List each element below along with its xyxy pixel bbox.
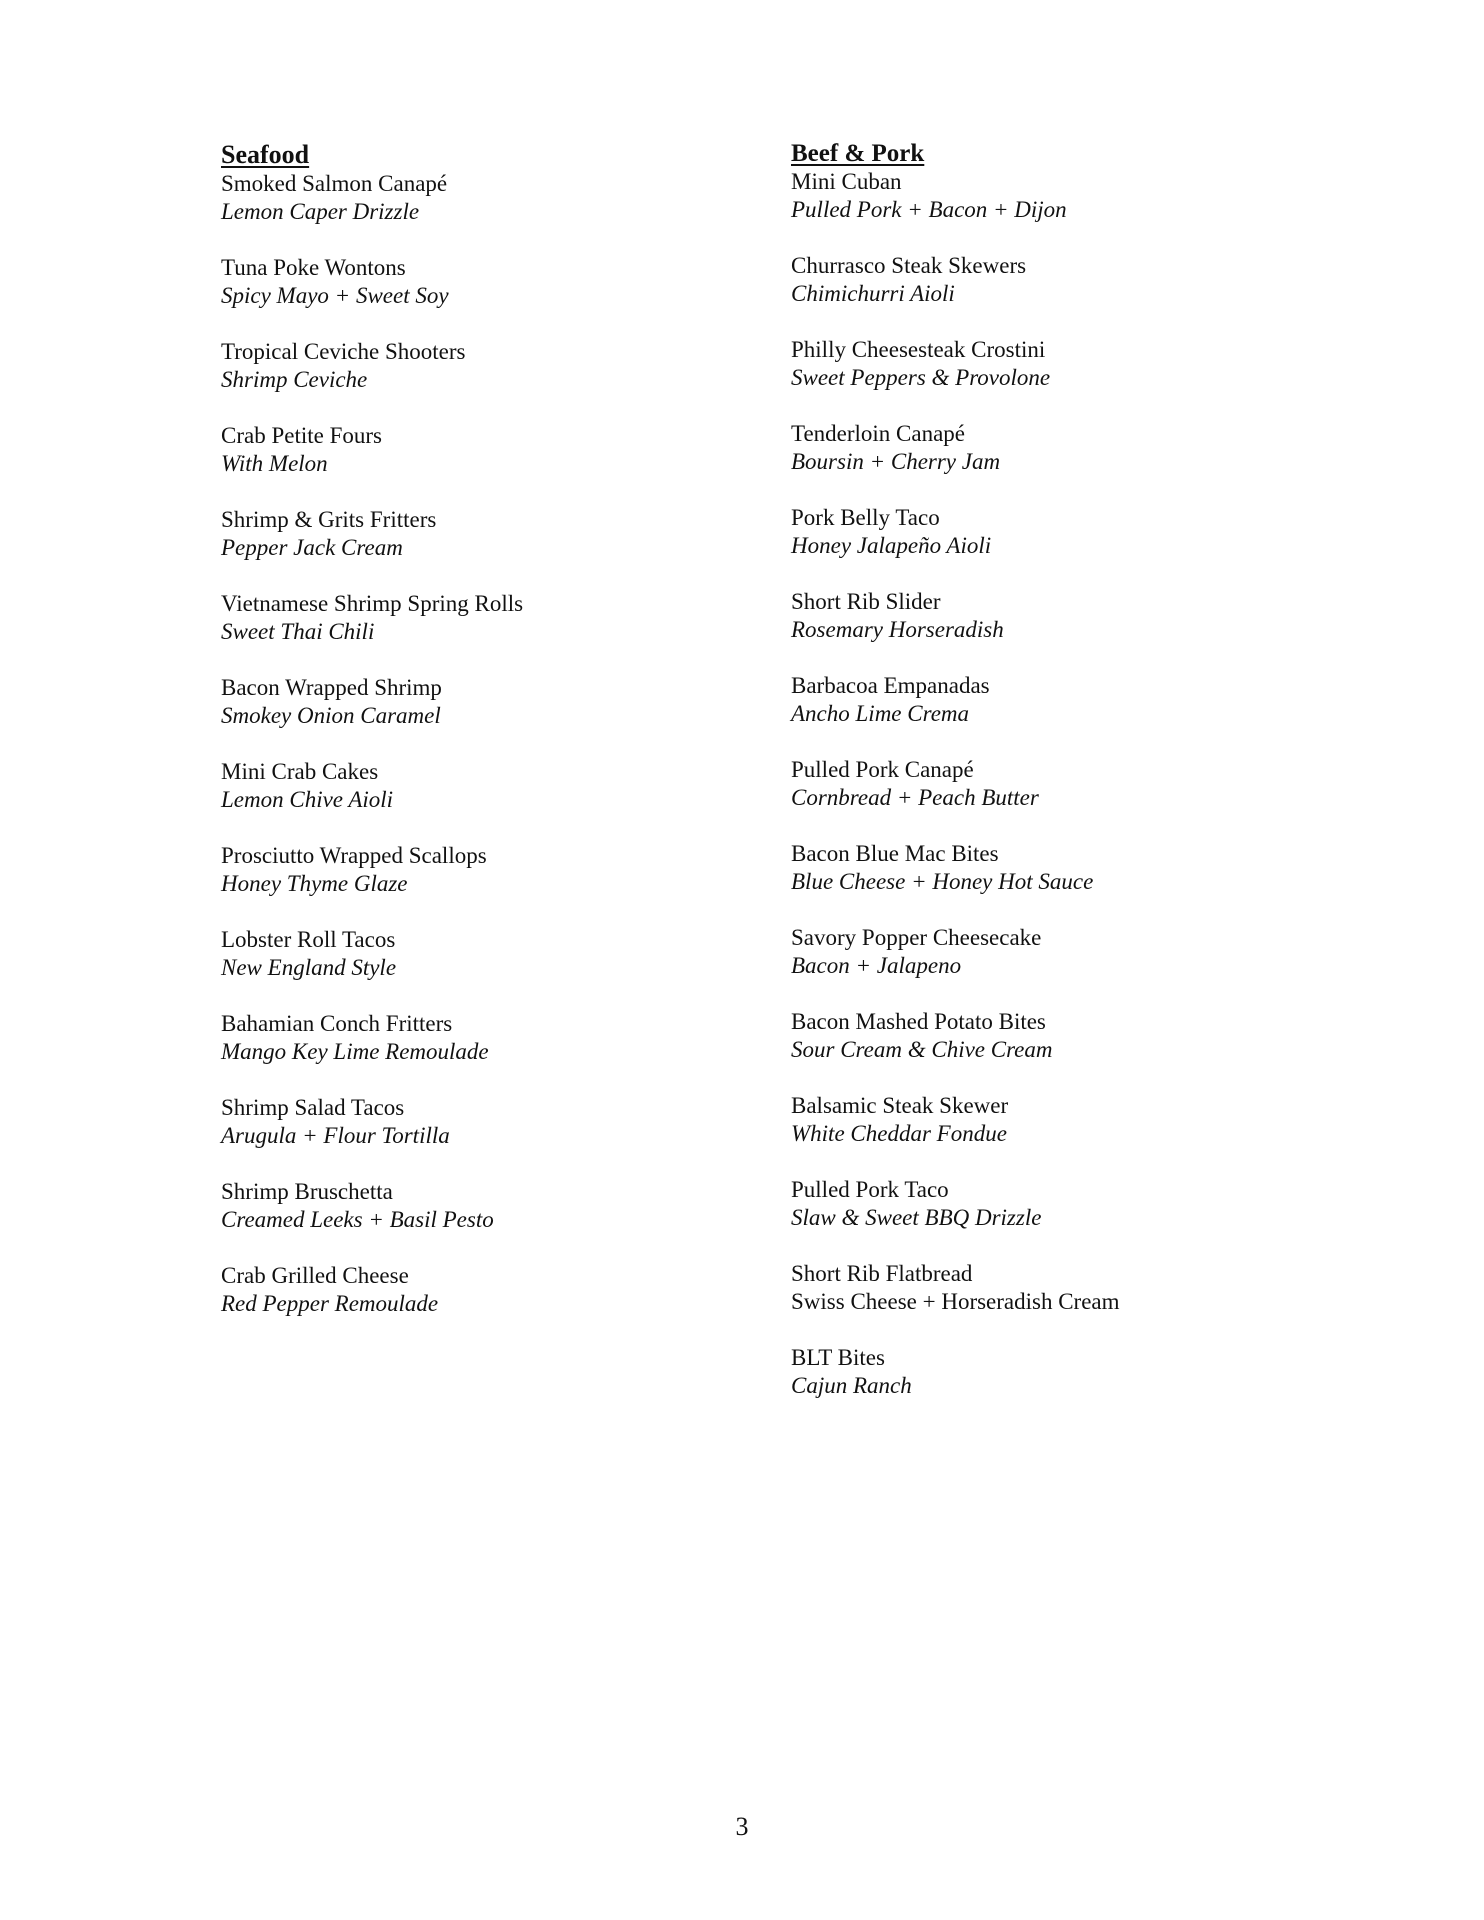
item-name: Churrasco Steak Skewers [791,253,1027,278]
menu-item [221,338,741,394]
item-name: Bacon Wrapped Shrimp [221,675,442,700]
item-name: Barbacoa Empanadas [791,673,990,698]
menu-item [791,504,1351,560]
menu-item [791,252,1351,308]
item-name: Crab Grilled Cheese [221,1263,409,1288]
item-name: Vietnamese Shrimp Spring Rolls [221,591,524,616]
item-name: Pulled Pork Taco [791,1177,949,1202]
menu-item [791,336,1351,392]
menu-item [791,1344,1351,1400]
item-description: Pepper Jack Cream [221,535,403,560]
item-description: Pulled Pork + Bacon + Dijon [791,197,1067,222]
menu-item [791,840,1351,896]
item-name: Pulled Pork Canapé [791,757,974,782]
menu-item [791,1260,1351,1316]
item-description: Shrimp Ceviche [221,367,368,392]
item-name: Shrimp Salad Tacos [221,1095,405,1120]
item-description: Blue Cheese + Honey Hot Sauce [791,869,1094,894]
item-description: Honey Thyme Glaze [221,871,408,896]
item-description: Sweet Peppers & Provolone [791,365,1051,390]
menu-item [221,758,741,814]
menu-item [791,924,1351,980]
item-description: Slaw & Sweet BBQ Drizzle [791,1205,1042,1230]
item-name: Smoked Salmon Canapé [221,171,448,196]
item-description: Creamed Leeks + Basil Pesto [221,1207,494,1232]
menu-item [791,756,1351,812]
menu-item [221,1262,741,1318]
item-description: Rosemary Horseradish [791,617,1004,642]
menu-item [221,254,741,310]
item-description: Ancho Lime Crema [791,701,970,726]
item-description: Honey Jalapeño Aioli [791,533,992,558]
item-name: Short Rib Slider [791,589,941,614]
item-description: Sour Cream & Chive Cream [791,1037,1053,1062]
item-description: Swiss Cheese + Horseradish Cream [791,1289,1120,1314]
item-name: Balsamic Steak Skewer [791,1093,1009,1118]
item-name: Bahamian Conch Fritters [221,1011,453,1036]
menu-item [221,422,741,478]
item-description: Boursin + Cherry Jam [791,449,1001,474]
menu-item [791,420,1351,476]
item-description: Mango Key Lime Remoulade [221,1039,489,1064]
item-description: Cajun Ranch [791,1373,912,1398]
item-description: Arugula + Flour Tortilla [221,1123,450,1148]
item-name: BLT Bites [791,1345,885,1370]
page-number: 3 [735,1812,749,1841]
menu-item [791,1092,1351,1148]
item-description: Lemon Caper Drizzle [221,199,420,224]
seafood-heading: Seafood [221,140,310,169]
item-description: White Cheddar Fondue [791,1121,1007,1146]
item-name: Short Rib Flatbread [791,1261,973,1286]
menu-item [221,1178,741,1234]
item-name: Tropical Ceviche Shooters [221,339,466,364]
menu-item [221,1094,741,1150]
item-description: Smokey Onion Caramel [221,703,441,728]
beef-pork-heading: Beef & Pork [791,140,925,167]
item-name: Shrimp Bruschetta [221,1179,393,1204]
item-description: With Melon [221,451,328,476]
menu-item [221,926,741,982]
menu-item [221,590,741,646]
menu-item [221,506,741,562]
item-name: Prosciutto Wrapped Scallops [221,843,487,868]
menu-item [791,1008,1351,1064]
item-name: Shrimp & Grits Fritters [221,507,437,532]
menu-item [221,842,741,898]
menu-item [221,674,741,730]
item-name: Mini Cuban [791,169,902,194]
item-description: Red Pepper Remoulade [221,1291,439,1316]
item-name: Bacon Blue Mac Bites [791,841,999,866]
beef-pork-list [791,168,1351,1400]
item-description: Cornbread + Peach Butter [791,785,1039,810]
item-description: Lemon Chive Aioli [221,787,394,812]
menu-item [791,672,1351,728]
item-name: Mini Crab Cakes [221,759,379,784]
seafood-section [221,140,741,1346]
menu-item [791,588,1351,644]
item-name: Tuna Poke Wontons [221,255,406,280]
item-description: Sweet Thai Chili [221,619,375,644]
item-name: Pork Belly Taco [791,505,940,530]
item-description: Spicy Mayo + Sweet Soy [221,283,449,308]
item-name: Philly Cheesesteak Crostini [791,337,1046,362]
menu-item [221,1010,741,1066]
menu-item [791,1176,1351,1232]
item-description: Bacon + Jalapeno [791,953,962,978]
beef-pork-section [791,140,1351,1428]
menu-item [221,170,741,226]
item-description: New England Style [221,955,397,980]
item-name: Lobster Roll Tacos [221,927,396,952]
item-name: Tenderloin Canapé [791,421,966,446]
item-name: Savory Popper Cheesecake [791,925,1042,950]
item-description: Chimichurri Aioli [791,281,955,306]
seafood-list [221,170,741,1318]
item-name: Bacon Mashed Potato Bites [791,1009,1046,1034]
item-name: Crab Petite Fours [221,423,382,448]
menu-item [791,168,1351,224]
